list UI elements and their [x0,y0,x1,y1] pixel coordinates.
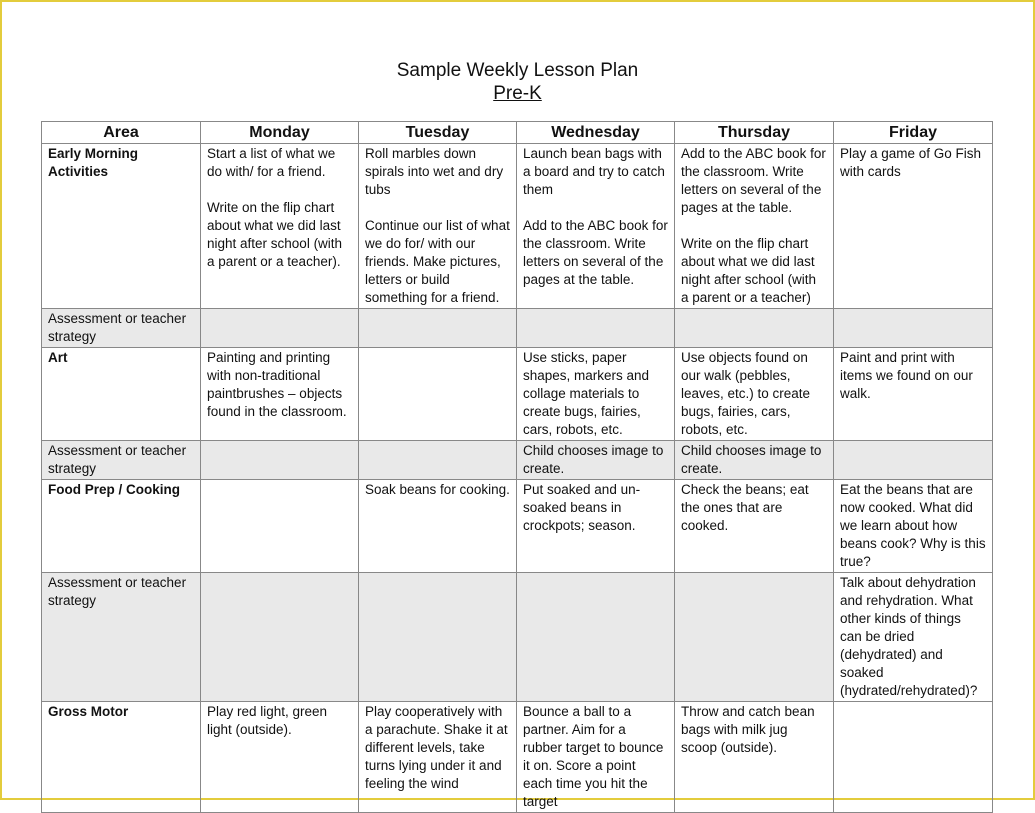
cell-thursday: Child chooses image to create. [675,441,834,480]
cell-tuesday [359,144,517,309]
cell-tuesday [359,348,517,441]
table-row-assessment [42,573,993,702]
cell-monday [201,480,359,573]
cell-friday: Paint and print with items we found on our walk. [834,348,993,441]
cell-thursday: Throw and catch bean bags with milk jug scoop (outside). [675,702,834,813]
cell-thursday [675,144,834,309]
table-row-assessment [42,441,993,480]
cell-paragraph: Write on the flip chart about what we did last night after school (with a parent or a teacher). [207,200,343,269]
cell-paragraph: Write on the flip chart about what we did last night after school (with a parent or a teacher) [681,236,817,305]
cell-tuesday: Soak beans for cooking. [359,480,517,573]
area-label: Gross Motor [42,702,201,813]
cell-wednesday: Bounce a ball to a partner. Aim for a rubber target to bounce it on. Score a point each time you hit the target [517,702,675,813]
col-header-thursday: Thursday [675,122,834,144]
cell-wednesday: Put soaked and un-soaked beans in crockpots; season. [517,480,675,573]
col-header-wednesday: Wednesday [517,122,675,144]
cell-paragraph: Continue our list of what we do for/ with our friends. Make pictures, letters or build something for a friend. [365,218,510,305]
table-row-early-morning [42,144,993,309]
cell-tuesday: Play cooperatively with a parachute. Shake it at different levels, take turns lying under it and feeling the wind [359,702,517,813]
cell-tuesday [359,573,517,702]
col-header-monday: Monday [201,122,359,144]
cell-wednesday [517,144,675,309]
table-row-gross-motor [42,702,993,813]
cell-paragraph: Launch bean bags with a board and try to catch them [523,146,665,197]
cell-monday [201,573,359,702]
cell-wednesday [517,309,675,348]
col-header-area: Area [42,122,201,144]
cell-thursday [675,573,834,702]
cell-friday [834,441,993,480]
table-row-assessment [42,309,993,348]
cell-friday: Talk about dehydration and rehydration. What other kinds of things can be dried (dehydrated) and soaked (hydrated/rehydrated)? [834,573,993,702]
cell-friday: Eat the beans that are now cooked. What did we learn about how beans cook? Why is this true? [834,480,993,573]
document-header [2,60,1033,106]
cell-tuesday [359,441,517,480]
cell-monday [201,309,359,348]
col-header-friday: Friday [834,122,993,144]
cell-thursday [675,309,834,348]
cell-friday [834,702,993,813]
cell-thursday: Use objects found on our walk (pebbles, leaves, etc.) to create bugs, fairies, cars, robots, etc. [675,348,834,441]
cell-thursday: Check the beans; eat the ones that are cooked. [675,480,834,573]
cell-wednesday: Use sticks, paper shapes, markers and collage materials to create bugs, fairies, cars, robots, etc. [517,348,675,441]
cell-wednesday [517,573,675,702]
area-label: Early Morning Activities [42,144,201,309]
header-row [42,122,993,144]
col-header-tuesday: Tuesday [359,122,517,144]
assessment-label: Assessment or teacher strategy [42,441,201,480]
cell-paragraph: Add to the ABC book for the classroom. Write letters on several of the pages at the table. [681,146,826,215]
page-subtitle: Pre-K [493,83,542,104]
cell-monday: Play red light, green light (outside). [201,702,359,813]
cell-paragraph: Start a list of what we do with/ for a friend. [207,146,336,179]
cell-friday: Play a game of Go Fish with cards [834,144,993,309]
cell-tuesday [359,309,517,348]
assessment-label: Assessment or teacher strategy [42,573,201,702]
cell-monday [201,441,359,480]
assessment-label: Assessment or teacher strategy [42,309,201,348]
area-label: Food Prep / Cooking [42,480,201,573]
page-title: Sample Weekly Lesson Plan [396,60,639,81]
lesson-plan-table [41,121,993,813]
cell-monday: Painting and printing with non-traditional paintbrushes – objects found in the classroom. [201,348,359,441]
cell-monday [201,144,359,309]
cell-paragraph: Add to the ABC book for the classroom. Write letters on several of the pages at the table. [523,218,668,287]
area-label: Art [42,348,201,441]
cell-friday [834,309,993,348]
table-row-art [42,348,993,441]
table-row-food-prep [42,480,993,573]
cell-wednesday: Child chooses image to create. [517,441,675,480]
cell-paragraph: Roll marbles down spirals into wet and dry tubs [365,146,504,197]
